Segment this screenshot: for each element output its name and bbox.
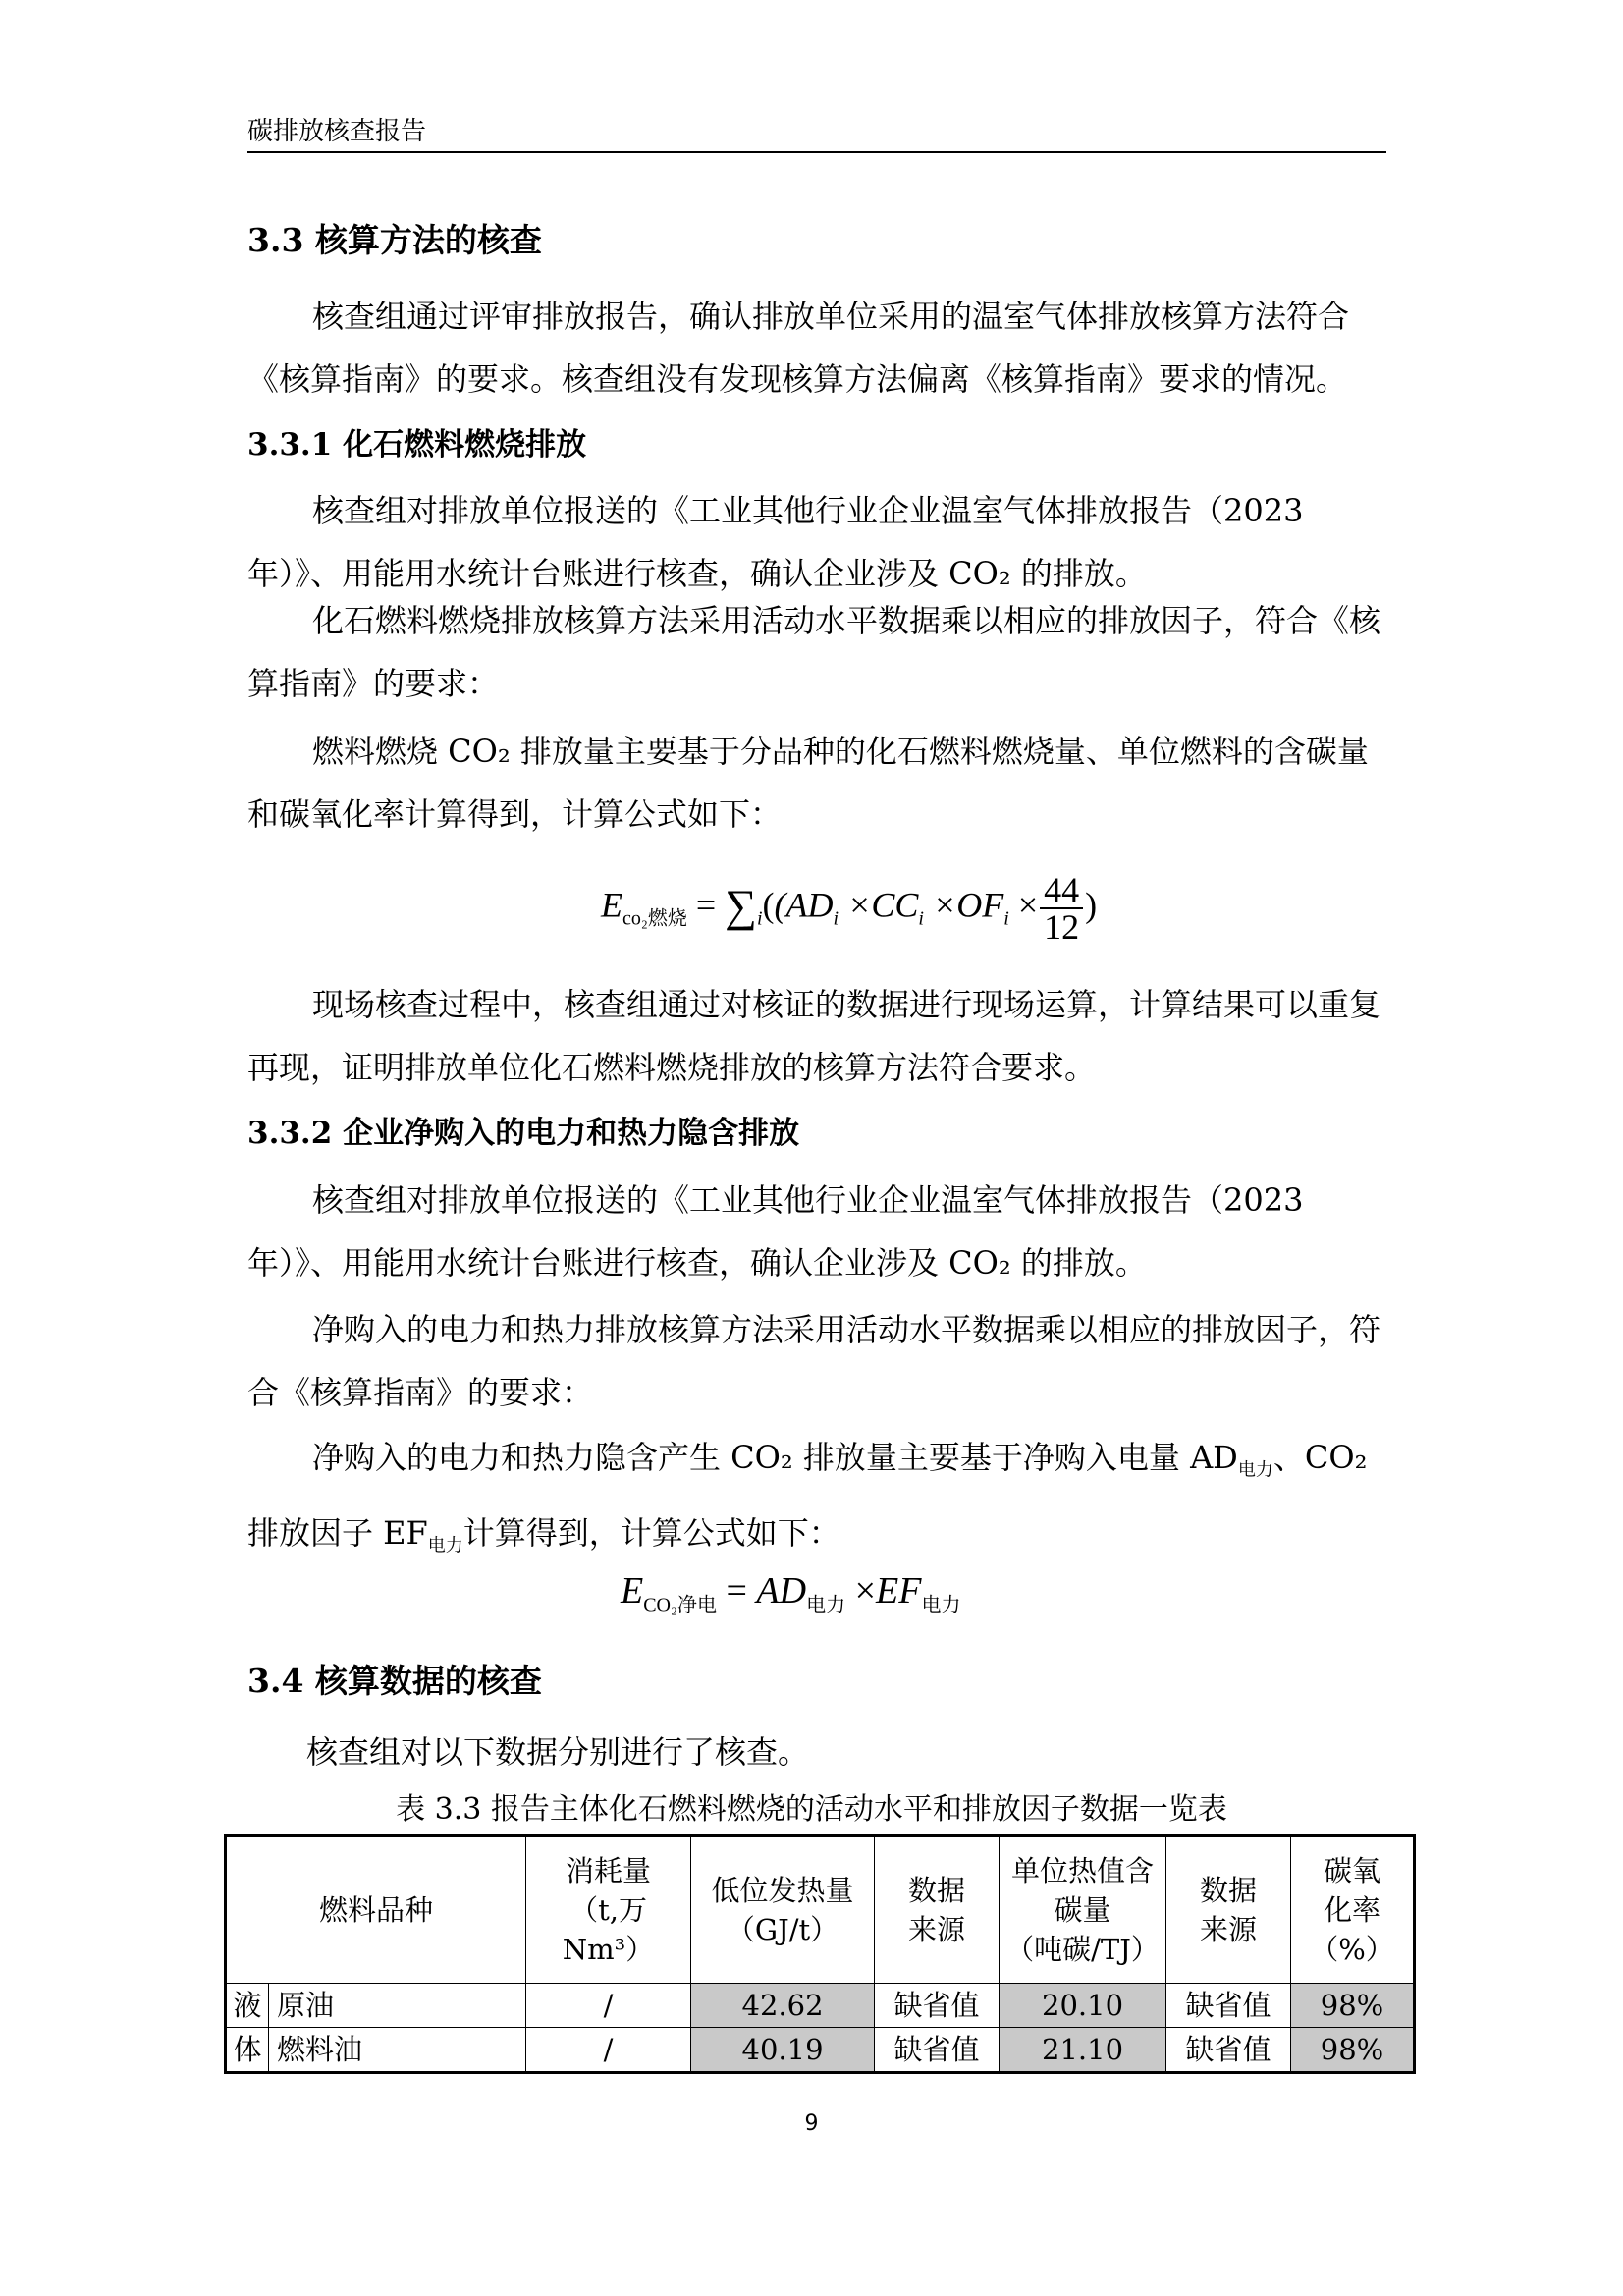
formula-term-ad: (AD	[774, 885, 834, 925]
formula-close: )	[1085, 885, 1098, 925]
formula-lhs: E	[621, 1570, 644, 1612]
header-fuel: 燃料品种	[226, 1836, 526, 1984]
formula-lhs: E	[601, 885, 622, 925]
header-line: 化率	[1324, 1893, 1381, 1927]
section-3-3-paragraph: 核查组通过评审排放报告，确认排放单位采用的温室气体排放核算方法符合《核算指南》的要求。核查组没有发现核算方法偏离《核算指南》要求的情况。	[247, 298, 1350, 398]
group-label-top: 液	[226, 1984, 269, 2028]
cell-oxidation: 98%	[1291, 1984, 1415, 2028]
cell-source-2: 缺省值	[1166, 2028, 1291, 2073]
header-line: 来源	[1200, 1913, 1258, 1946]
cell-source-2: 缺省值	[1166, 1984, 1291, 2028]
header-line: 碳氧	[1324, 1854, 1381, 1887]
subscript: 电力	[427, 1535, 463, 1557]
cell-consumption: /	[526, 2028, 691, 2073]
section-3-3-1-paragraph-2: 化石燃料燃烧排放核算方法采用活动水平数据乘以相应的排放因子，符合《核算指南》的要求：	[247, 602, 1381, 702]
cell-oxidation: 98%	[1291, 2028, 1415, 2073]
cell-fuel: 原油	[269, 1984, 526, 2028]
text-run: 净购入的电力和热力隐含产生 CO₂ 排放量主要基于净购入电量 AD	[312, 1439, 1238, 1476]
sum-index: i	[756, 907, 763, 930]
formula-ef: EF	[876, 1570, 922, 1612]
header-line: （%）	[1310, 1933, 1394, 1966]
section-3-3-2-heading: 3.3.2 企业净购入的电力和热力隐含排放	[247, 1116, 800, 1151]
fuel-data-table	[224, 1834, 1416, 2074]
header-line: 低位发热量	[711, 1874, 854, 1907]
header-line: 消耗量	[566, 1854, 652, 1887]
section-3-3-heading: 3.3 核算方法的核查	[247, 221, 542, 259]
header-oxidation	[1291, 1836, 1415, 1984]
cell-carbon-content: 20.10	[1000, 1984, 1166, 2028]
fraction-numerator: 44	[1040, 872, 1083, 909]
cell-source-1: 缺省值	[875, 1984, 1000, 2028]
cell-ncv: 42.62	[691, 1984, 875, 2028]
header-line: 单位热值含	[1011, 1854, 1155, 1887]
header-line: 来源	[908, 1913, 966, 1946]
cell-carbon-content: 21.10	[1000, 2028, 1166, 2073]
header-source-1	[875, 1836, 1000, 1984]
cell-fuel: 燃料油	[269, 2028, 526, 2073]
header-source-2	[1166, 1836, 1291, 1984]
page-number: 9	[804, 2111, 819, 2136]
table-caption: 表 3.3 报告主体化石燃料燃烧的活动水平和排放因子数据一览表	[396, 1792, 1227, 1827]
formula-sub: i	[918, 907, 924, 930]
section-3-4-heading: 3.4 核算数据的核查	[247, 1662, 542, 1700]
formula-lhs-sub: CO₂净电	[643, 1594, 717, 1616]
group-label-bottom: 体	[226, 2028, 269, 2073]
page-header	[247, 116, 1386, 153]
section-3-3-2-paragraph-3	[247, 1426, 1386, 1578]
formula-ad: AD	[756, 1570, 807, 1612]
cell-ncv: 40.19	[691, 2028, 875, 2073]
section-3-3-2-paragraph-1: 核查组对排放单位报送的《工业其他行业企业温室气体排放报告（2023年）》、用能用水统计台账进行核查，确认企业涉及 CO₂ 的排放。	[247, 1181, 1304, 1282]
table-header-row	[226, 1836, 1415, 1984]
table-row	[226, 2028, 1415, 2073]
formula-term-cc: ×CC	[839, 885, 919, 925]
formula-sub: 电力	[806, 1594, 846, 1616]
formula-lhs-sub: co₂燃烧	[622, 907, 687, 930]
header-line: 数据	[1200, 1874, 1258, 1907]
subscript: 电力	[1237, 1459, 1273, 1481]
formula-electricity	[621, 1571, 960, 1625]
section-3-4-paragraph: 核查组对以下数据分别进行了核查。	[306, 1733, 810, 1771]
formula-combustion: $E_{co_2燃烧} = \sum_i((AD_i \times CC_i \times OF_i$ × $\frac{44}{12}$ )	[601, 870, 1098, 947]
header-line: （t,万	[569, 1893, 647, 1927]
header-carbon-content	[1000, 1836, 1166, 1984]
section-3-3-1-paragraph-1: 核查组对排放单位报送的《工业其他行业企业温室气体排放报告（2023年）》、用能用水统计台账进行核查，确认企业涉及 CO₂ 的排放。	[247, 492, 1304, 592]
section-3-3-1-heading: 3.3.1 化石燃料燃烧排放	[247, 427, 587, 463]
formula-sub: i	[833, 907, 839, 930]
formula-times: ×	[1008, 885, 1039, 925]
header-line: 数据	[908, 1874, 966, 1907]
formula-sub: 电力	[921, 1594, 961, 1616]
formula-term-of: ×OF	[923, 885, 1004, 925]
cell-source-1: 缺省值	[875, 2028, 1000, 2073]
header-ncv	[691, 1836, 875, 1984]
header-line: （吨碳/TJ）	[1005, 1933, 1160, 1966]
section-3-3-1-paragraph-3: 燃料燃烧 CO₂ 排放量主要基于分品种的化石燃料燃烧量、单位燃料的含碳量和碳氧化率计算得到，计算公式如下：	[247, 733, 1369, 833]
text-run: 计算得到，计算公式如下：	[462, 1514, 840, 1553]
formula-times: ×	[845, 1570, 877, 1612]
header-title: 碳排放核查报告	[247, 117, 427, 146]
fraction-denominator: 12	[1044, 907, 1080, 947]
formula-sub: i	[1003, 907, 1009, 930]
header-consumption	[526, 1836, 691, 1984]
cell-consumption: /	[526, 1984, 691, 2028]
header-line: （GJ/t）	[726, 1913, 839, 1946]
table-row	[226, 1984, 1415, 2028]
section-3-3-1-paragraph-4: 现场核查过程中，核查组通过对核证的数据进行现场运算，计算结果可以重复再现，证明排放单位化石燃料燃烧排放的核算方法符合要求。	[247, 986, 1381, 1086]
text-run: 、CO₂ 排放因子 EF	[247, 1439, 1368, 1553]
fraction	[1040, 872, 1083, 945]
formula-equals: =	[716, 1570, 757, 1612]
sigma-symbol: ∑	[725, 880, 757, 931]
header-line: 碳量	[1054, 1893, 1111, 1927]
header-line: Nm³）	[562, 1933, 655, 1966]
section-3-3-2-paragraph-2: 净购入的电力和热力排放核算方法采用活动水平数据乘以相应的排放因子，符合《核算指南》的要求：	[247, 1311, 1381, 1411]
